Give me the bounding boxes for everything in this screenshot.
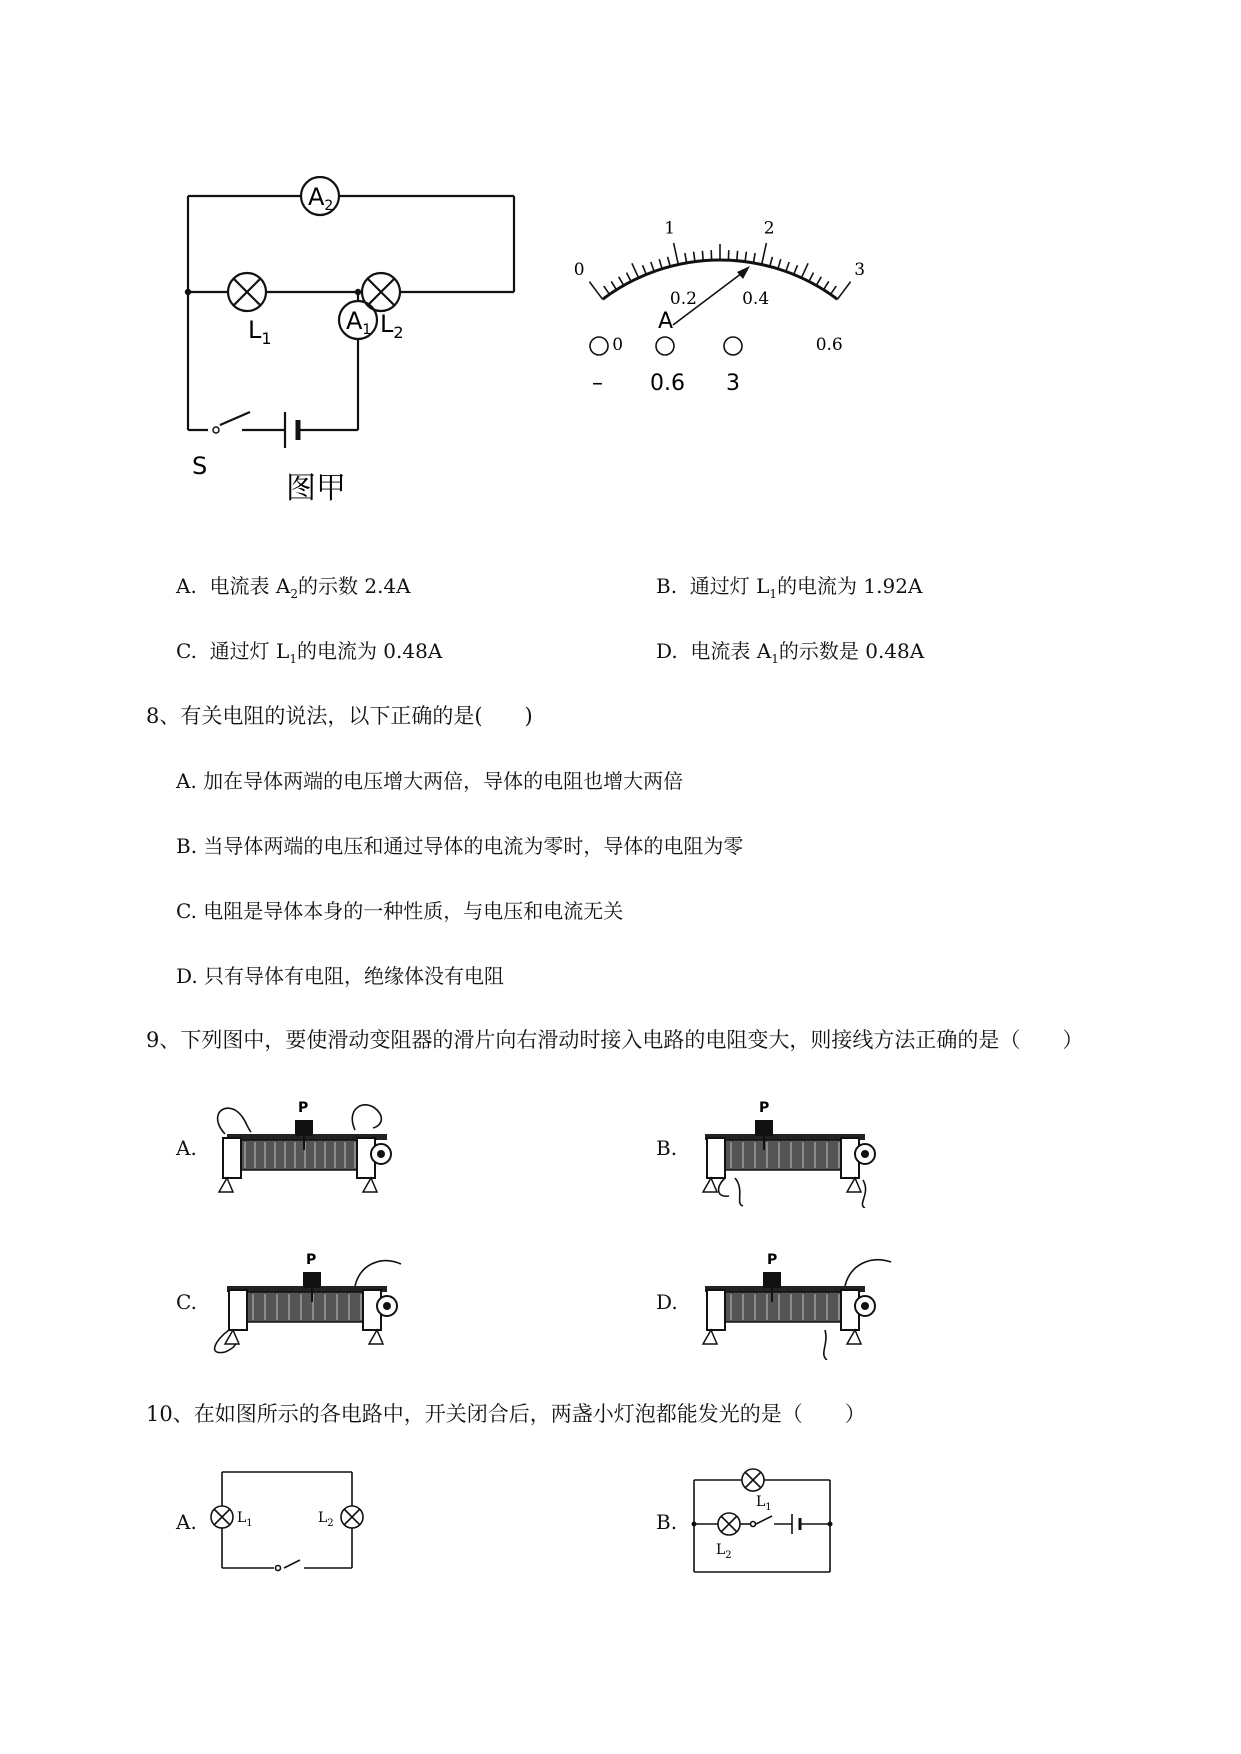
ammeter-dial — [560, 200, 910, 440]
q7-option-c[interactable]: C. 通过灯 $L_1$的电流为 0.48A — [176, 639, 443, 666]
lamp-l1-label: $L_1$ — [756, 1494, 772, 1513]
terminal-minus-label: – — [592, 371, 603, 396]
q8-option-d[interactable]: D. 只有导体有电阻，绝缘体没有电阻 — [176, 964, 505, 988]
q7-option-a[interactable]: A. 电流表 $A_2$的示数 2.4A — [176, 574, 411, 601]
upper-scale-label: 0 — [573, 259, 585, 280]
rheostat-option-b[interactable] — [695, 1098, 895, 1208]
terminal-3-label: 3 — [726, 371, 740, 396]
pointer-tip — [737, 266, 750, 279]
q9-option-d-letter[interactable]: D. — [656, 1290, 678, 1314]
lower-scale-label: 0.6 — [815, 335, 843, 355]
rheostat-option-c[interactable] — [205, 1250, 415, 1360]
lamp-l2-label: $L_2$ — [380, 310, 404, 342]
dial-tick — [816, 277, 821, 286]
circuit-option-b[interactable] — [680, 1460, 860, 1585]
q10-option-b-letter[interactable]: B. — [656, 1510, 678, 1534]
lamp-l2-label: $L_2$ — [318, 1510, 334, 1529]
lamp-l1-label: $L_1$ — [248, 316, 272, 348]
circuit-option-a[interactable] — [200, 1460, 380, 1580]
lamp-l1-label: $L_1$ — [237, 1510, 253, 1529]
dial-tick — [632, 263, 639, 278]
q10-stem: 10、在如图所示的各电路中，开关闭合后，两盏小灯泡都能发光的是（ ） — [146, 1402, 866, 1426]
dial-tick — [674, 243, 679, 265]
ammeter-a2-label: $A_2$ — [308, 183, 334, 214]
slider-p-label: P — [306, 1252, 317, 1268]
q8-option-c[interactable]: C. 电阻是导体本身的一种性质，与电压和电流无关 — [176, 899, 624, 923]
q10-option-a-letter[interactable]: A. — [176, 1510, 197, 1534]
circuit-figure-jia — [150, 160, 530, 520]
lower-scale-label: 0 — [612, 335, 624, 355]
rheostat-option-d[interactable] — [695, 1250, 905, 1360]
upper-scale-label: 2 — [763, 218, 775, 239]
ammeter-a1-label: $A_1$ — [346, 307, 372, 338]
rheostat-option-a[interactable] — [205, 1098, 405, 1193]
figure-caption: 图甲 — [286, 471, 346, 506]
option-letter: B. — [656, 574, 678, 598]
dial-tick — [702, 251, 703, 261]
dial-tick — [762, 243, 767, 265]
dial-tick — [801, 263, 808, 278]
terminal-3 — [724, 337, 742, 355]
option-letter: A. — [176, 574, 197, 598]
dial-tick — [737, 251, 738, 261]
q8-option-a[interactable]: A. 加在导体两端的电压增大两倍，导体的电阻也增大两倍 — [176, 769, 684, 793]
q8-stem: 8、有关电阻的说法，以下正确的是( ) — [146, 704, 533, 728]
slider-p-label: P — [767, 1252, 778, 1268]
slider-p-label: P — [298, 1100, 309, 1116]
terminal-0.6 — [656, 337, 674, 355]
lamp-l2-label: $L_2$ — [716, 1542, 732, 1561]
dial-tick — [589, 282, 602, 300]
q9-option-c-letter[interactable]: C. — [176, 1290, 197, 1314]
lower-scale-label: 0.4 — [742, 288, 770, 309]
upper-scale-label: 1 — [664, 218, 676, 239]
dial-tick — [745, 252, 746, 262]
q7-option-b[interactable]: B. 通过灯 $L_1$的电流为 1.92A — [656, 574, 923, 601]
lower-scale-label: 0.2 — [669, 288, 697, 309]
option-letter: D. — [656, 639, 678, 663]
dial-tick — [837, 282, 850, 300]
dial-tick — [694, 252, 695, 262]
terminal-0.6-label: 0.6 — [650, 371, 685, 396]
unit-label: A — [658, 309, 674, 334]
q8-option-b[interactable]: B. 当导体两端的电压和通过导体的电流为零时，导体的电阻为零 — [176, 834, 744, 858]
terminal-minus — [590, 337, 608, 355]
q7-option-d[interactable]: D. 电流表 $A_1$的示数是 0.48A — [656, 639, 925, 666]
slider-p-label: P — [759, 1100, 770, 1116]
switch-label: S — [192, 452, 208, 480]
dial-tick — [619, 277, 624, 286]
dial-arc — [603, 260, 838, 299]
option-letter: C. — [176, 639, 197, 663]
q9-option-b-letter[interactable]: B. — [656, 1136, 678, 1160]
q9-stem: 9、下列图中，要使滑动变阻器的滑片向右滑动时接入电路的电阻变大，则接线方法正确的是（ ） — [146, 1028, 1084, 1052]
upper-scale-label: 3 — [854, 259, 866, 280]
q9-option-a-letter[interactable]: A. — [176, 1136, 197, 1160]
